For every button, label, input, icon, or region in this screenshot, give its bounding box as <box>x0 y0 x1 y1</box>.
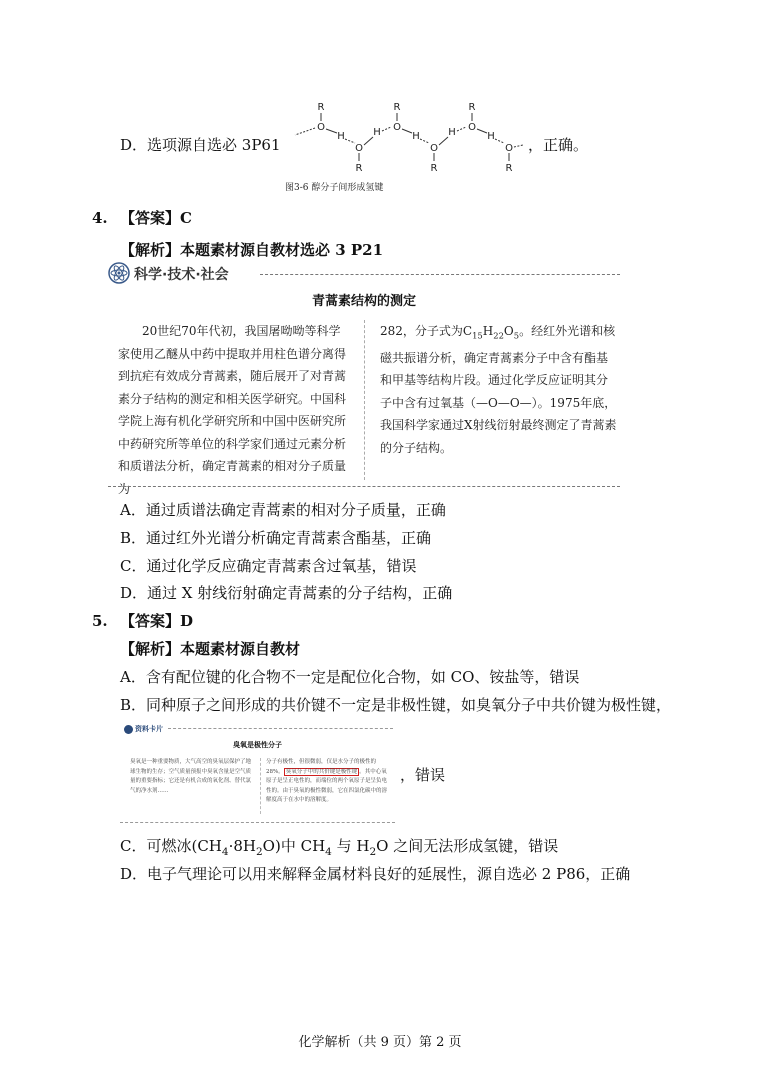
analysis-label: 【解析】本题素材源自教材 <box>120 640 301 658</box>
r-label: R <box>317 102 325 113</box>
box-left-text: 20世纪70年代初，我国屠呦呦等科学家使用乙醚从中药中提取并用柱色谱分离得到抗疟有效成分青蒿素，随后展开了对青蒿素分子结构的测定和相关医学研究。中国科学院上海有机化学研究所和中国中医研究所中药研究所等单位的科学家们通过元素分析和质谱法分析，确定青蒿素的相对分子质量为 <box>118 324 347 496</box>
h-label: H <box>412 131 420 142</box>
box-right-column: 282，分子式为$C_{15}H_{22}O_5$。经红外光谱和核磁共振谱分析，确定青蒿素分子中含有酯基和甲基等结构片段。通过化学反应证明其分子中含有过氧基（—O—O—）。1975年底，我国科学家通过X射线衍射最终测定了青蒿素的分子结构。 <box>380 324 617 455</box>
divider <box>260 274 620 275</box>
o-label: O <box>355 143 363 154</box>
highlighted-text: 臭氧分子中的共价键是极性键 <box>285 768 358 775</box>
reference-tag: 资料卡片 <box>124 724 163 734</box>
option-b: B．同种原子之间形成的共价键不一定是非极性键，如臭氧分子中共价键为极性键， <box>120 696 672 714</box>
r-label: R <box>468 102 476 113</box>
r-label: R <box>430 163 438 174</box>
divider <box>108 486 620 487</box>
r-label: R <box>393 102 401 113</box>
h-label: H <box>337 131 345 142</box>
option-c: C．可燃冰$(CH_4\cdot 8H_2O)$中 $CH_4$ 与 $H_2O$ 之间无法形成氢键，错误 <box>120 837 559 858</box>
option-c: C．通过化学反应确定青蒿素含过氧基，错误 <box>120 557 417 575</box>
page-footer: 化学解析（共 9 页）第 2 页 <box>298 1035 462 1050</box>
box-header <box>108 262 620 286</box>
option-d: D．通过 X 射线衍射确定青蒿素的分子结构，正确 <box>120 584 453 602</box>
h-label: H <box>373 127 381 138</box>
o-label: O <box>430 143 438 154</box>
option-d: D．电子气理论可以用来解释金属材料良好的延展性，源自选必 2 P86，正确 <box>120 865 631 883</box>
column-divider <box>260 758 261 814</box>
divider <box>168 728 393 729</box>
o-label: O <box>393 122 401 133</box>
q3-option-d-suffix: ，正确。 <box>528 136 589 154</box>
option-b: B．通过红外光谱分析确定青蒿素含酯基，正确 <box>120 529 432 547</box>
answer-label: 【答案】D <box>120 612 194 630</box>
alcohol-hydrogen-bond-figure <box>285 95 525 175</box>
o-label: O <box>468 122 476 133</box>
figure-caption: 图3-6 醇分子间形成氢键 <box>285 183 384 193</box>
q3-option-d: D．选项源自选必 3P61 <box>120 136 281 154</box>
question-number: 5. <box>92 612 108 630</box>
column-divider <box>364 320 365 480</box>
divider <box>120 822 395 823</box>
h-label: H <box>448 127 456 138</box>
box-title: 科学·技术·社会 <box>134 267 229 283</box>
h-label: H <box>487 131 495 142</box>
r-label: R <box>355 163 363 174</box>
box-left-column <box>118 320 350 500</box>
box-subtitle: 青蒿素结构的测定 <box>311 294 416 309</box>
reference-card <box>120 720 395 825</box>
option-b-suffix: ，错误 <box>400 766 446 784</box>
reference-left-text: 臭氧是一种重要物质，大气高空的臭氧层保护了地球生物的生存；空气质量预报中臭氧含量是空气质量的重要指标；它还是有机合成的氧化剂、替代氯气的净水剂…… <box>130 759 252 794</box>
science-technology-society-box <box>108 258 620 496</box>
option-a: A．通过质谱法确定青蒿素的相对分子质量，正确 <box>120 501 446 519</box>
analysis-label: 【解析】本题素材源自教材选必 3 P21 <box>120 241 384 259</box>
reference-subtitle: 臭氧是极性分子 <box>233 741 282 749</box>
option-a: A．含有配位键的化合物不一定是配位化合物，如 CO、铵盐等，错误 <box>120 668 580 686</box>
question-number: 4. <box>92 209 108 227</box>
o-label: O <box>505 143 513 154</box>
science-logo-icon <box>108 262 130 284</box>
o-label: O <box>317 122 325 133</box>
info-card-icon <box>124 725 133 734</box>
answer-label: 【答案】C <box>120 209 192 227</box>
reference-right-column: 分子有极性，但很微弱，仅是水分子的极性的28%。 臭氧分子中的共价键是极性键 。其中心氧原子是呈正电性的，而端位的两个氧原子是呈负电性的。由于臭氧的极性微弱，它在四氯化碳中的溶解度高于在水中的溶解度。 <box>266 759 388 803</box>
r-label: R <box>505 163 513 174</box>
